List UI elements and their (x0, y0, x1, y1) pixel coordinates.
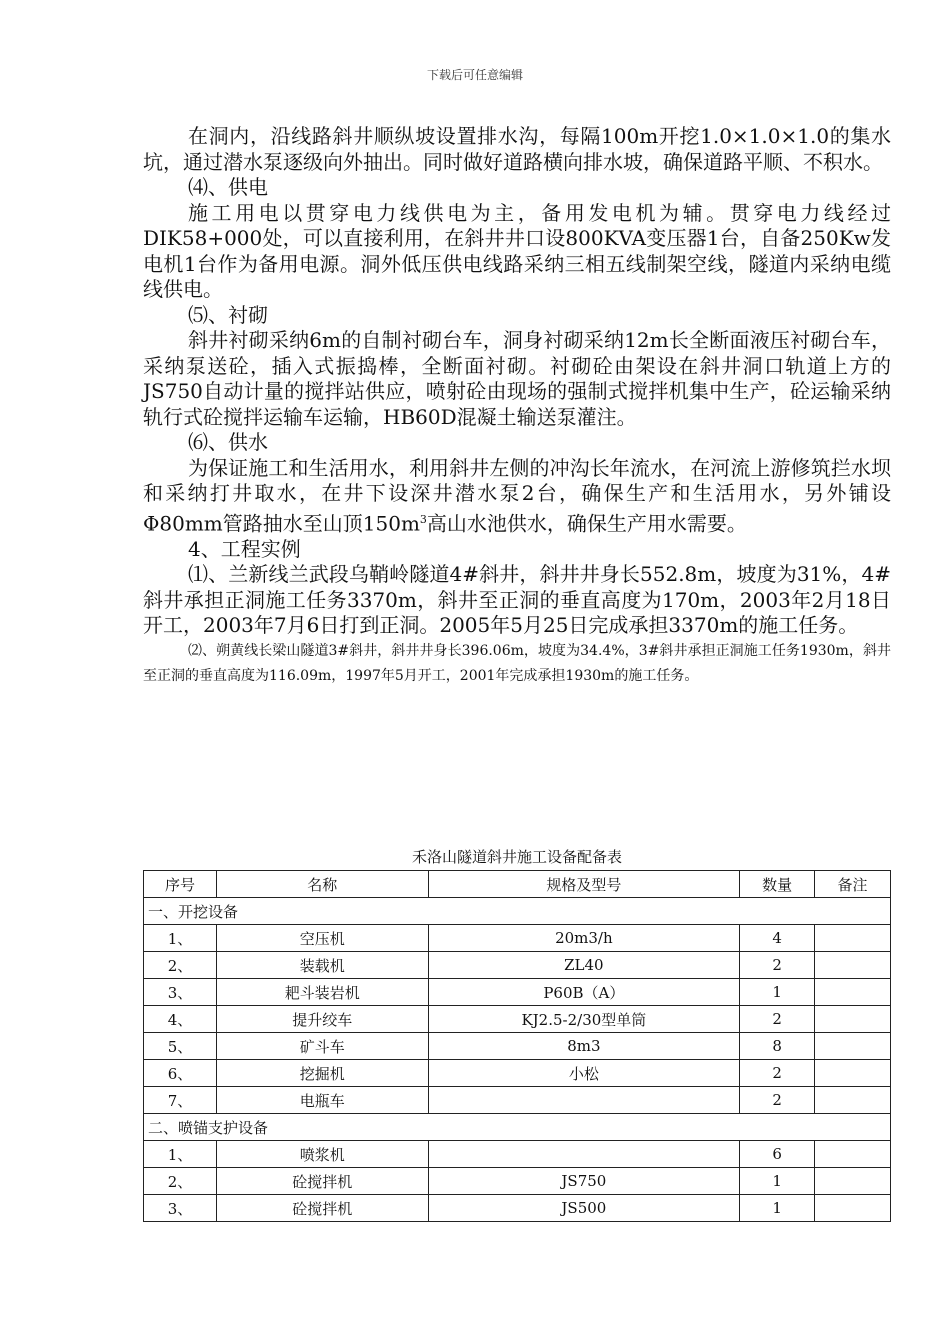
superscript: 3 (419, 512, 427, 526)
cell-qty: 2 (740, 952, 815, 979)
table-row (144, 925, 891, 952)
table-row (144, 1141, 891, 1168)
table-header-row (144, 871, 891, 898)
equipment-table (143, 870, 891, 1222)
cell-qty: 6 (740, 1141, 815, 1168)
cell-note (815, 925, 891, 952)
header-index: 序号 (144, 871, 217, 898)
table-row (144, 1060, 891, 1087)
cell-name: 电瓶车 (216, 1087, 428, 1114)
cell-index: 4、 (144, 1006, 217, 1033)
paragraph-water-part1: 为保证施工和生活用水，利用斜井左侧的冲沟长年流水，在河流上游修筑拦水坝和采纳打井取水，在井下设深井潜水泵2台，确保生产和生活用水，另外铺设Φ80mm管路抽水至山顶150m (143, 455, 891, 536)
table-section-row (144, 898, 891, 925)
cell-name: 砼搅拌机 (216, 1195, 428, 1222)
header-name: 名称 (216, 871, 428, 898)
table-row (144, 952, 891, 979)
paragraph-water (143, 456, 891, 537)
equipment-table-body (144, 871, 891, 1222)
cell-index: 2、 (144, 1168, 217, 1195)
cell-qty: 2 (740, 1087, 815, 1114)
table-row (144, 1087, 891, 1114)
cell-spec: JS750 (428, 1168, 740, 1195)
cell-note (815, 1168, 891, 1195)
cell-index: 3、 (144, 979, 217, 1006)
cell-index: 5、 (144, 1033, 217, 1060)
table-row (144, 1006, 891, 1033)
cell-qty: 2 (740, 1006, 815, 1033)
cell-name: 喷浆机 (216, 1141, 428, 1168)
document-body (143, 124, 891, 689)
cell-spec: P60B（A） (428, 979, 740, 1006)
cell-qty: 4 (740, 925, 815, 952)
heading-water: ⑹、供水 (188, 430, 268, 454)
table-caption: 禾洛山隧道斜井施工设备配备表 (411, 848, 622, 866)
table-section-row (144, 1114, 891, 1141)
cell-qty: 2 (740, 1060, 815, 1087)
cell-index: 1、 (144, 1141, 217, 1168)
cell-note (815, 1033, 891, 1060)
cell-spec (428, 1087, 740, 1114)
table-row (144, 979, 891, 1006)
cell-note (815, 979, 891, 1006)
cell-note (815, 1060, 891, 1087)
cell-name: 矿斗车 (216, 1033, 428, 1060)
cell-index: 3、 (144, 1195, 217, 1222)
page-header: 下载后可任意编辑 (426, 68, 523, 82)
cell-note (815, 1195, 891, 1222)
cell-index: 7、 (144, 1087, 217, 1114)
paragraph-lining: 斜井衬砌采纳6m的自制衬砌台车，洞身衬砌采纳12m长全断面液压衬砌台车，采纳泵送砼，插入式振捣棒，全断面衬砌。衬砌砼由架设在斜井洞口轨道上方的JS750自动计量的搅拌站供应，喷射砼由现场的强制式搅拌机集中生产，砼运输采纳轨行式砼搅拌运输车运输，HB60D混凝土输送泵灌注。 (143, 328, 891, 429)
cell-spec (428, 1141, 740, 1168)
cell-index: 6、 (144, 1060, 217, 1087)
cell-spec: 8m3 (428, 1033, 740, 1060)
paragraph-example-2: ⑵、朔黄线长梁山隧道3#斜井，斜井井身长396.06m，坡度为34.4%，3#斜井承担正洞施工任务1930m，斜井至正洞的垂直高度为116.09m，1997年5月开工，2001年完成承担1930m的施工任务。 (143, 642, 891, 684)
paragraph-example-1: ⑴、兰新线兰武段乌鞘岭隧道4#斜井，斜井井身长552.8m，坡度为31%，4#斜井承担正洞施工任务3370m，斜井至正洞的垂直高度为170m，2003年2月18日开工，2003年7月6日打到正洞。2005年5月25日完成承担3370m的施工任务。 (143, 562, 891, 638)
table-row (144, 1168, 891, 1195)
cell-spec: KJ2.5-2/30型单筒 (428, 1006, 740, 1033)
cell-note (815, 1141, 891, 1168)
cell-name: 空压机 (216, 925, 428, 952)
cell-spec: JS500 (428, 1195, 740, 1222)
cell-name: 砼搅拌机 (216, 1168, 428, 1195)
section-label: 一、开挖设备 (144, 898, 891, 925)
cell-name: 挖掘机 (216, 1060, 428, 1087)
paragraph-drainage: 在洞内，沿线路斜井顺纵坡设置排水沟，每隔100m开挖1.0×1.0×1.0的集水坑，通过潜水泵逐级向外抽出。同时做好道路横向排水坡，确保道路平顺、不积水。 (143, 124, 891, 174)
table-row (144, 1033, 891, 1060)
cell-index: 2、 (144, 952, 217, 979)
heading-power: ⑷、供电 (188, 175, 268, 199)
cell-qty: 1 (740, 1168, 815, 1195)
cell-note (815, 1087, 891, 1114)
cell-name: 装载机 (216, 952, 428, 979)
heading-examples: 4、工程实例 (188, 536, 301, 561)
header-qty: 数量 (740, 871, 815, 898)
header-spec: 规格及型号 (428, 871, 740, 898)
cell-name: 耙斗装岩机 (216, 979, 428, 1006)
cell-spec: 20m3/h (428, 925, 740, 952)
cell-qty: 1 (740, 1195, 815, 1222)
cell-note (815, 1006, 891, 1033)
cell-index: 1、 (144, 925, 217, 952)
cell-qty: 8 (740, 1033, 815, 1060)
cell-qty: 1 (740, 979, 815, 1006)
section-label: 二、喷锚支护设备 (144, 1114, 891, 1141)
paragraph-power: 施工用电以贯穿电力线供电为主，备用发电机为辅。贯穿电力线经过DIK58+000处，可以直接利用，在斜井井口设800KVA变压器1台，自备250Kw发电机1台作为备用电源。洞外低压供电线路采纳三相五线制架空线，隧道内采纳电缆线供电。 (143, 200, 891, 301)
cell-note (815, 952, 891, 979)
table-row (144, 1195, 891, 1222)
cell-spec: ZL40 (428, 952, 740, 979)
heading-lining: ⑸、衬砌 (188, 302, 268, 327)
paragraph-water-part2: 高山水池供水，确保生产用水需要。 (426, 511, 747, 536)
cell-name: 提升绞车 (216, 1006, 428, 1033)
cell-spec: 小松 (428, 1060, 740, 1087)
header-note: 备注 (815, 871, 891, 898)
